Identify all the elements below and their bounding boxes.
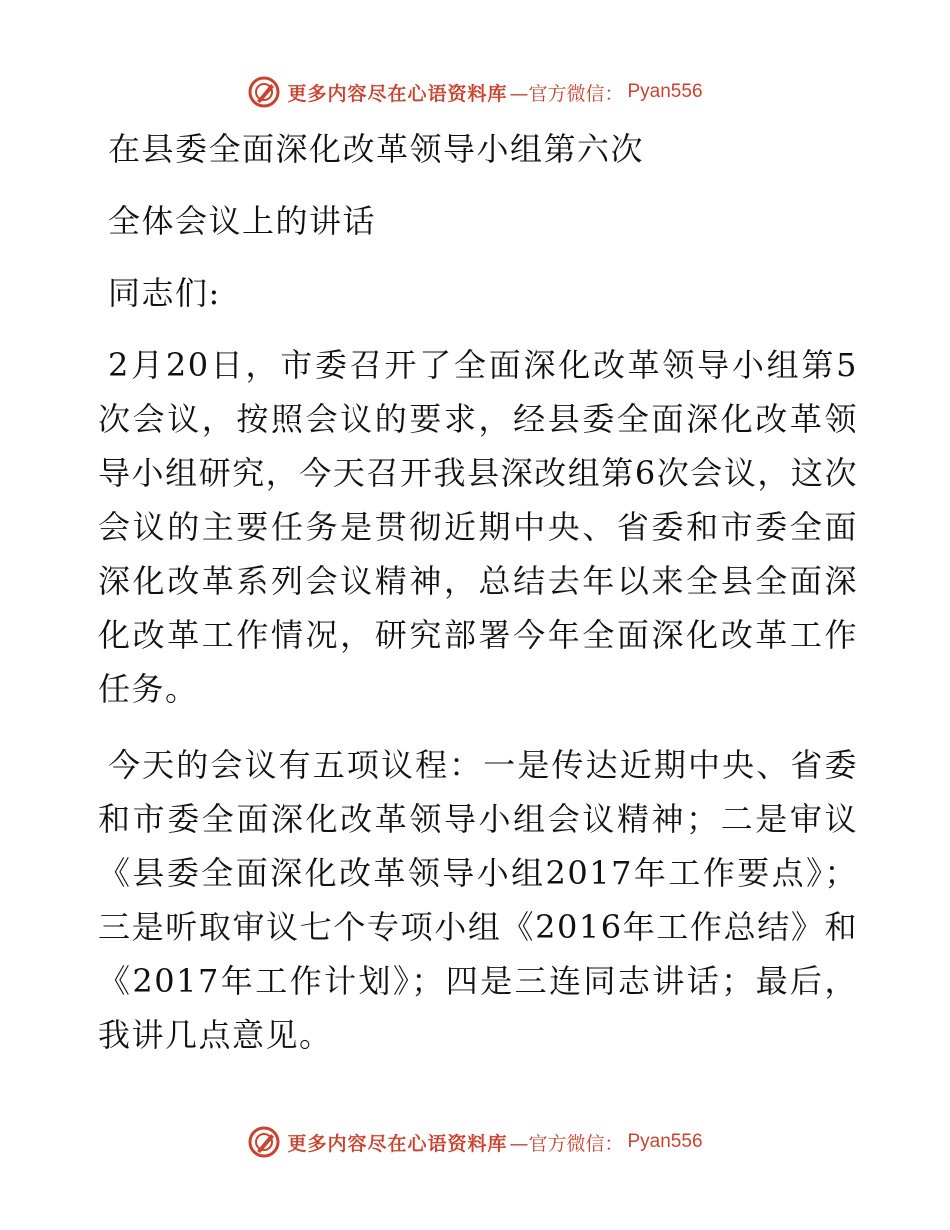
- watermark-main-text: 更多内容尽在心语资料库: [287, 82, 508, 105]
- title-line-2: 全体会议上的讲话: [108, 202, 377, 240]
- watermark-sub-text: —官方微信：: [509, 1132, 624, 1155]
- watermark-id-text: Pyan556: [627, 1131, 703, 1152]
- title-line-1: 在县委全面深化改革领导小组第六次: [108, 130, 645, 168]
- pen-logo-icon: [247, 1125, 281, 1159]
- salutation: 同志们:: [108, 274, 221, 312]
- watermark-main-text: 更多内容尽在心语资料库: [287, 1132, 508, 1155]
- paragraph-1: 2月20日，市委召开了全面深化改革领导小组第5次会议，按照会议的要求，经县委全面深化改革领导小组研究，今天召开我县深改组第6次会议，这次会议的主要任务是贯彻近期中央、省委和市委全面深化改革系列会议精神，总结去年以来全县全面深化改革工作情况，研究部署今年全面深化改革工作任务。: [98, 346, 858, 708]
- watermark-id-text: Pyan556: [627, 81, 703, 102]
- watermark-sub-text: —官方微信：: [509, 82, 624, 105]
- footer-watermark: [0, 1122, 950, 1162]
- pen-logo-icon: [247, 75, 281, 109]
- header-watermark: [0, 72, 950, 112]
- paragraph-2: 今天的会议有五项议程：一是传达近期中央、省委和市委全面深化改革领导小组会议精神；二是审议《县委全面深化改革领导小组2017年工作要点》；三是听取审议七个专项小组《2016年工作总结》和《2017年工作计划》；四是三连同志讲话；最后，我讲几点意见。: [98, 746, 858, 1054]
- document-body: [98, 122, 858, 1084]
